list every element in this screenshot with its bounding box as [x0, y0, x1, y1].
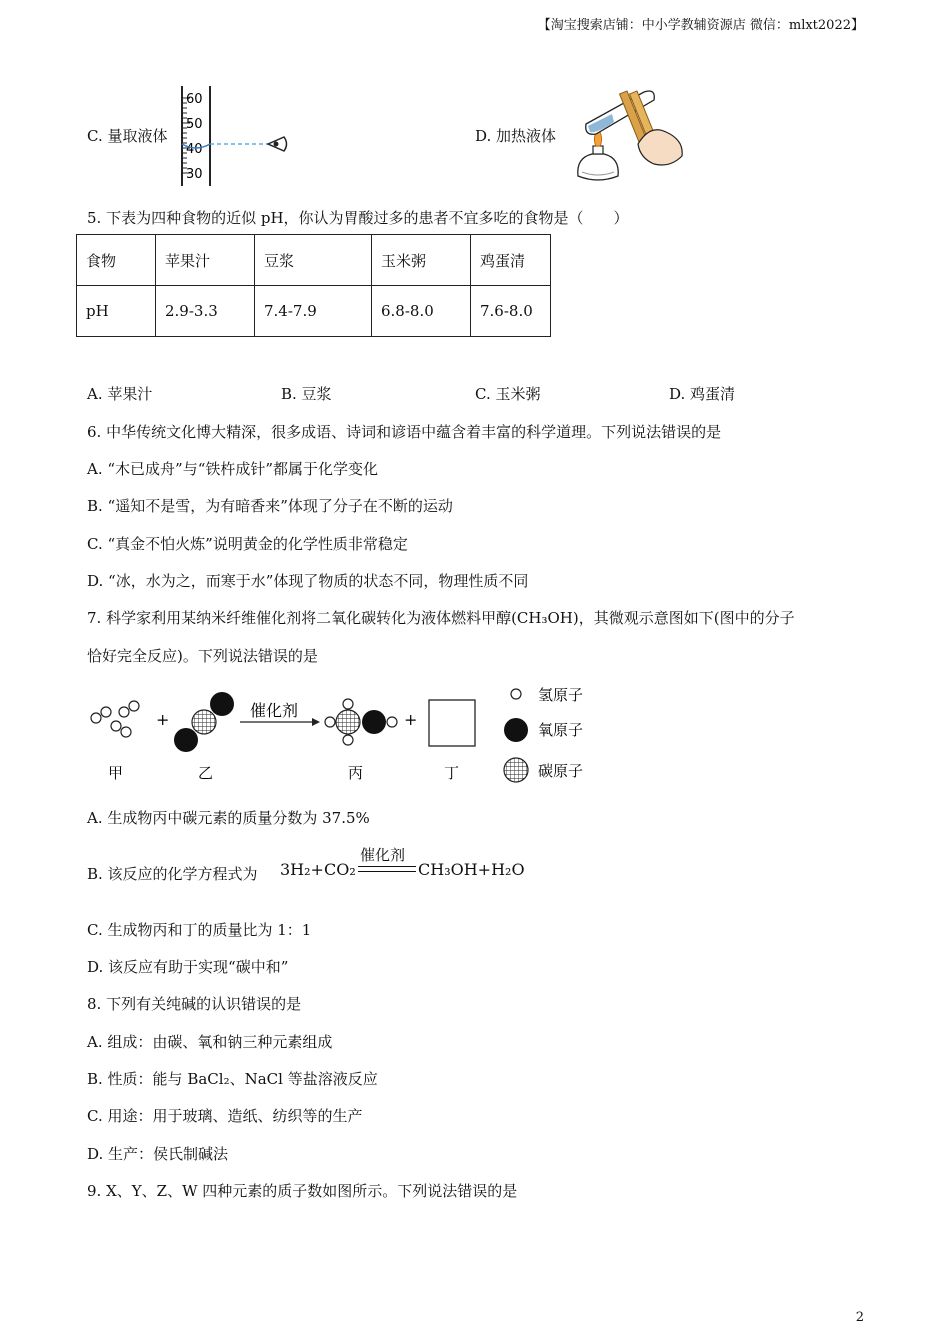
- carbon-dioxide-molecule: [174, 692, 234, 752]
- table-cell: 苹果汁: [156, 235, 255, 286]
- label-bing: 丙: [348, 764, 364, 782]
- table-row: [77, 235, 551, 286]
- q7-stem-line1: 7. 科学家利用某纳米纤维催化剂将二氧化碳转化为液体燃料甲醇(CH₃OH)，其微观示意图如下(图中的分子: [87, 609, 795, 627]
- heating-liquid-figure: [566, 84, 686, 190]
- oxygen-atom-icon: [504, 718, 528, 742]
- label-jia: 甲: [108, 764, 124, 782]
- q4-option-d: D. 加热液体: [475, 127, 557, 145]
- q8-option-b: B. 性质：能与 BaCl₂、NaCl 等盐溶液反应: [87, 1070, 378, 1088]
- legend: [504, 686, 583, 782]
- ph-table: [76, 234, 551, 337]
- table-cell: 6.8-8.0: [372, 286, 471, 337]
- hand-icon: [638, 130, 682, 165]
- legend-hydrogen: 氢原子: [538, 686, 584, 704]
- equation-catalyst: 催化剂: [360, 846, 406, 864]
- q5-option-c: C. 玉米粥: [475, 385, 541, 403]
- graduated-cylinder-figure: [176, 82, 296, 192]
- q8-option-c: C. 用途：用于玻璃、造纸、纺织等的生产: [87, 1107, 363, 1125]
- hydrogen-atom-icon: [511, 689, 521, 699]
- q9-stem: 9. X、Y、Z、W 四种元素的质子数如图所示。下列说法错误的是: [87, 1182, 518, 1200]
- q8-stem: 8. 下列有关纯碱的认识错误的是: [87, 995, 302, 1013]
- q7-option-c: C. 生成物丙和丁的质量比为 1：1: [87, 921, 312, 939]
- q7-option-a: A. 生成物丙中碳元素的质量分数为 37.5%: [87, 809, 370, 827]
- table-cell: 7.4-7.9: [255, 286, 372, 337]
- carbon-atom-icon: [504, 758, 528, 782]
- cyl-tick-60: 60: [186, 92, 203, 107]
- q6-option-c: C. “真金不怕火炼”说明黄金的化学性质非常稳定: [87, 535, 408, 553]
- page-header: 【淘宝搜索店铺：中小学教辅资源店 微信：mlxt2022】: [537, 18, 864, 33]
- q8-option-a: A. 组成：由碳、氧和钠三种元素组成: [87, 1033, 333, 1051]
- label-yi: 乙: [198, 764, 214, 782]
- cyl-tick-50: 50: [186, 117, 203, 132]
- table-cell: 豆浆: [255, 235, 372, 286]
- q5-option-a: A. 苹果汁: [87, 385, 153, 403]
- equation-right: CH₃OH+H₂O: [418, 860, 525, 879]
- q6-option-b: B. “遥知不是雪，为有暗香来”体现了分子在不断的运动: [87, 497, 453, 515]
- hydrogen-molecules: [91, 701, 139, 737]
- eye-icon: [268, 137, 287, 151]
- q7-stem-line2: 恰好完全反应)。下列说法错误的是: [87, 647, 318, 665]
- table-cell: 玉米粥: [372, 235, 471, 286]
- legend-carbon: 碳原子: [538, 762, 584, 780]
- table-cell: 鸡蛋清: [471, 235, 551, 286]
- catalyst-label: 催化剂: [250, 701, 299, 720]
- q6-option-a: A. “木已成舟”与“铁杵成针”都属于化学变化: [87, 460, 379, 478]
- table-cell: pH: [77, 286, 156, 337]
- legend-oxygen: 氧原子: [538, 721, 584, 739]
- q6-option-d: D. “冰，水为之，而寒于水”体现了物质的状态不同，物理性质不同: [87, 572, 529, 590]
- table-cell: 食物: [77, 235, 156, 286]
- plus-sign: +: [156, 710, 170, 729]
- table-row: [77, 286, 551, 337]
- q4-option-c: C. 量取液体: [87, 127, 168, 145]
- label-ding: 丁: [444, 764, 460, 782]
- q8-option-d: D. 生产：侯氏制碱法: [87, 1145, 229, 1163]
- methanol-molecule: [325, 699, 397, 745]
- cyl-tick-40: 40: [186, 142, 203, 157]
- q5-option-d: D. 鸡蛋清: [669, 385, 736, 403]
- equation-double-bar: [358, 866, 416, 872]
- q5-stem: 5. 下表为四种食物的近似 pH，你认为胃酸过多的患者不宜多吃的食物是（ ）: [87, 209, 629, 227]
- table-cell: 2.9-3.3: [156, 286, 255, 337]
- reaction-diagram: [86, 682, 606, 786]
- q5-option-b: B. 豆浆: [281, 385, 332, 403]
- q7-option-d: D. 该反应有助于实现“碳中和”: [87, 958, 289, 976]
- page-number: 2: [855, 1310, 864, 1325]
- table-cell: 7.6-8.0: [471, 286, 551, 337]
- alcohol-lamp-icon: [578, 128, 618, 180]
- unknown-product-box: [429, 700, 475, 746]
- plus-sign: +: [404, 710, 418, 729]
- q6-stem: 6. 中华传统文化博大精深，很多成语、诗词和谚语中蕴含着丰富的科学道理。下列说法错误的是: [87, 423, 722, 441]
- q7-option-b-prefix: B. 该反应的化学方程式为: [87, 865, 258, 883]
- equation-left: 3H₂+CO₂: [280, 860, 356, 879]
- cyl-tick-30: 30: [186, 167, 203, 182]
